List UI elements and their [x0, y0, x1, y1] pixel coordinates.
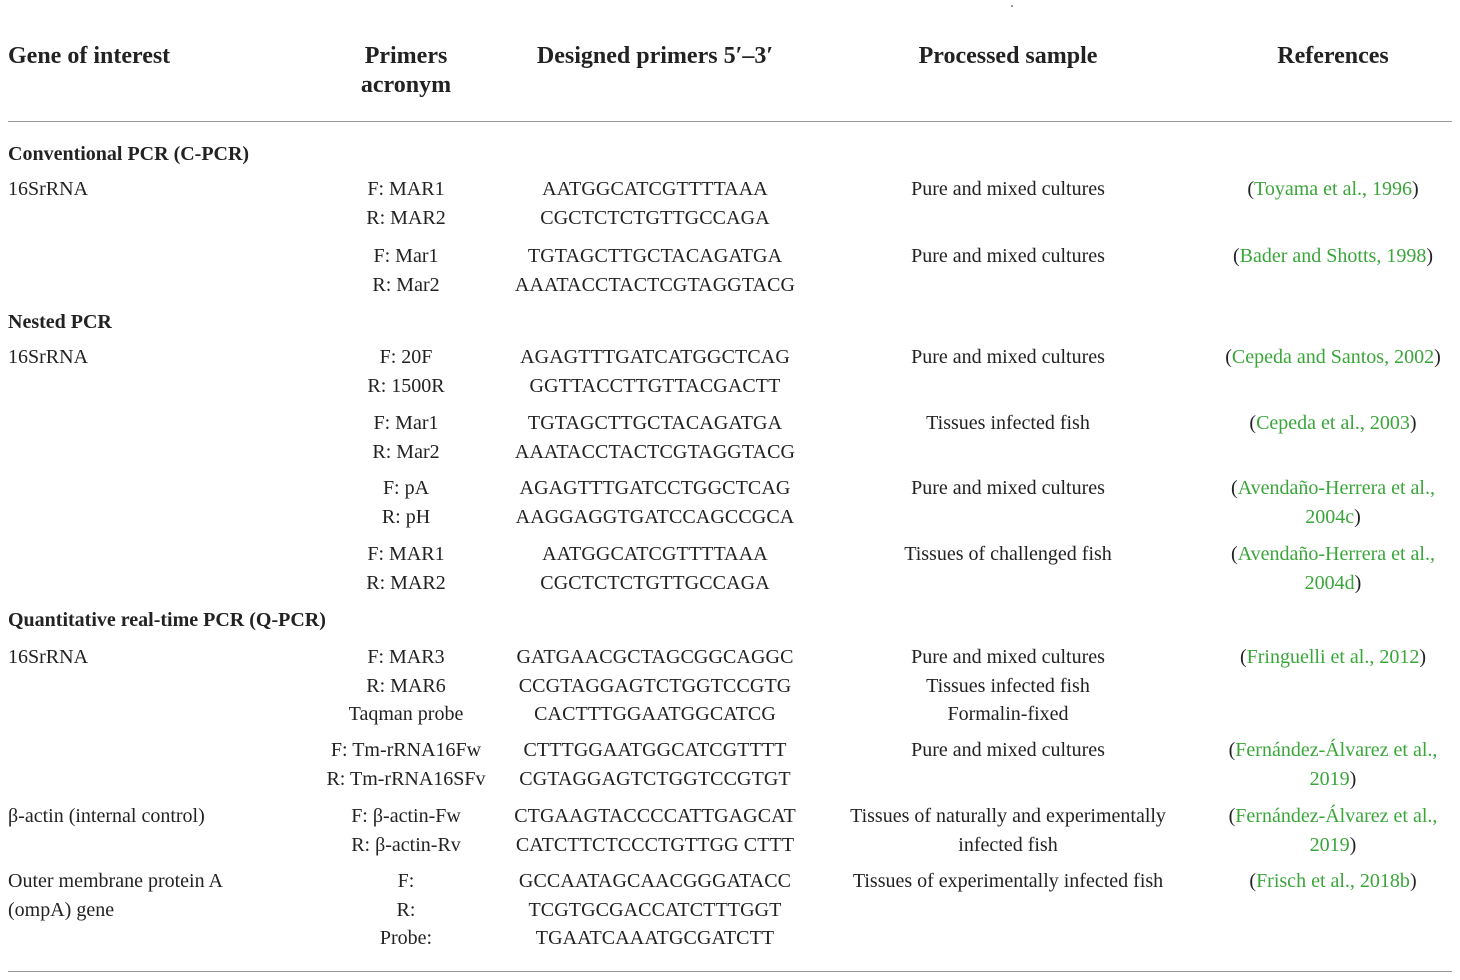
reference-link[interactable]: Fernández-Álvarez et al., — [1235, 805, 1438, 827]
reference-link[interactable]: Avendaño-Herrera et al., — [1237, 543, 1435, 565]
cell-sample — [820, 474, 1196, 503]
cell-primers-line: TCGTGCGACCATCTTTGGT — [528, 898, 782, 921]
cell-acronym-line: R: Mar2 — [372, 440, 440, 463]
header-rule — [8, 121, 1452, 122]
cell-reference — [1208, 802, 1458, 859]
cell-primers — [500, 802, 810, 859]
cell-primers-line: TGAATCAAATGCGATCTT — [535, 927, 775, 949]
reference-link[interactable]: Fernández-Álvarez et al., — [1235, 739, 1438, 761]
header-primers: Designed primers 5′–3′ — [536, 43, 774, 69]
cell-reference-line[interactable]: (Cepeda and Santos, 2002) — [1225, 346, 1441, 368]
cell-sample-line: Tissues of challenged fish — [904, 543, 1112, 565]
cell-sample — [820, 867, 1196, 896]
cell-primers-line: CTTTGGAATGGCATCGTTTT — [523, 739, 787, 761]
cell-reference — [1208, 867, 1458, 896]
cell-gene-line: 16SrRNA — [8, 178, 89, 200]
reference-link[interactable]: Bader and Shotts, 1998 — [1239, 245, 1427, 267]
header-acronym-line: Primers — [364, 43, 448, 69]
cell-primers-line: AATGGCATCGTTTTAAA — [542, 178, 768, 200]
section-title: Conventional PCR (C-PCR) — [8, 143, 250, 165]
cell-acronym — [280, 409, 532, 466]
cell-sample-line: Pure and mixed cultures — [911, 346, 1105, 368]
bottom-rule — [8, 971, 1452, 972]
cell-gene-line: β-actin (internal control) — [8, 805, 205, 827]
cell-primers-line: AGAGTTTGATCATGGCTCAG — [520, 346, 790, 368]
cell-reference-line[interactable]: (Fringuelli et al., 2012) — [1239, 646, 1427, 668]
reference-link[interactable]: Toyama et al., 1996 — [1254, 178, 1412, 200]
reference-link[interactable]: 2019 — [1309, 833, 1350, 856]
cell-reference — [1208, 242, 1458, 271]
cell-acronym — [280, 343, 532, 400]
cell-acronym — [280, 802, 532, 859]
cell-primers-line: AAATACCTACTCGTAGGTACG — [514, 273, 796, 296]
cell-primers-line: CGTAGGAGTCTGGTCCGTGT — [519, 767, 791, 790]
cell-acronym — [280, 643, 532, 729]
header-gene: Gene of interest — [8, 43, 171, 69]
cell-primers-line: AAGGAGGTGATCCAGCCGCA — [515, 505, 795, 528]
cell-reference — [1208, 343, 1458, 372]
cell-acronym — [280, 736, 532, 793]
cell-sample-line: Formalin-fixed — [947, 703, 1069, 725]
cell-gene — [8, 802, 205, 831]
section-title: Quantitative real-time PCR (Q-PCR) — [8, 609, 326, 631]
cell-gene — [8, 175, 88, 204]
cell-acronym-line: R: — [396, 898, 416, 921]
cell-gene-line: 16SrRNA — [8, 646, 89, 668]
cell-sample — [820, 409, 1196, 438]
cell-reference — [1208, 736, 1458, 793]
cell-sample-line: Pure and mixed cultures — [911, 245, 1105, 267]
cell-acronym-line: Probe: — [379, 927, 433, 949]
cell-acronym-line: R: MAR2 — [366, 571, 446, 594]
cell-acronym-line: F: MAR3 — [367, 646, 445, 668]
cell-acronym-line: F: MAR1 — [367, 543, 445, 565]
cell-reference-line[interactable]: (Avendaño-Herrera et al., — [1231, 477, 1435, 499]
cell-primers — [500, 242, 810, 299]
reference-link[interactable]: Avendaño-Herrera et al., — [1237, 477, 1435, 499]
reference-link[interactable]: Cepeda et al., 2003 — [1256, 412, 1410, 434]
cell-gene-line: (ompA) gene — [8, 898, 115, 921]
cell-primers-line: AAATACCTACTCGTAGGTACG — [514, 440, 796, 463]
cell-reference-line[interactable]: (Fernández-Álvarez et al., — [1228, 739, 1438, 761]
cell-sample-line: Tissues of experimentally infected fish — [852, 870, 1164, 892]
cell-acronym-line: F: Mar1 — [373, 245, 439, 267]
cell-acronym-line: R: MAR6 — [366, 674, 446, 697]
cell-primers — [500, 643, 810, 729]
reference-link[interactable]: 2004d — [1304, 571, 1355, 594]
cell-gene — [8, 867, 223, 924]
cell-gene-line: Outer membrane protein A — [8, 870, 223, 892]
cell-acronym — [280, 175, 532, 232]
reference-link[interactable]: Frisch et al., 2018b — [1256, 870, 1410, 892]
cell-acronym-line: R: Mar2 — [372, 273, 440, 296]
cell-primers-line: TGTAGCTTGCTACAGATGA — [527, 245, 783, 267]
cell-acronym-line: F: — [397, 870, 415, 892]
cell-acronym-line: R: β-actin-Rv — [351, 833, 461, 856]
cell-gene — [8, 343, 88, 372]
header-acronym-line: acronym — [360, 72, 452, 98]
cell-reference — [1208, 409, 1458, 438]
cell-sample-line: Tissues infected fish — [926, 674, 1090, 697]
cell-sample — [820, 175, 1196, 204]
cell-acronym — [280, 867, 532, 953]
cell-acronym-line: F: 20F — [379, 346, 433, 368]
cell-reference-line[interactable]: 2004c) — [1305, 505, 1361, 528]
cell-primers-line: AATGGCATCGTTTTAAA — [542, 543, 768, 565]
reference-link[interactable]: Fringuelli et al., 2012 — [1246, 646, 1420, 668]
header-sample: Processed sample — [918, 43, 1098, 69]
cell-primers — [500, 175, 810, 232]
cell-primers-line: AGAGTTTGATCCTGGCTCAG — [519, 477, 791, 499]
cell-gene — [8, 643, 88, 672]
cell-primers — [500, 867, 810, 953]
cell-primers-line: GATGAACGCTAGCGGCAGGC — [516, 646, 794, 668]
cell-reference-line[interactable]: (Cepeda et al., 2003) — [1249, 412, 1417, 434]
cell-reference — [1208, 540, 1458, 597]
cell-primers-line: GGTTACCTTGTTACGACTT — [529, 374, 781, 397]
cell-reference-line[interactable]: (Bader and Shotts, 1998) — [1233, 245, 1433, 267]
cell-primers-line: GCCAATAGCAACGGGATACC — [518, 870, 792, 892]
cell-acronym-line: R: 1500R — [367, 374, 445, 397]
cell-acronym-line: F: pA — [382, 477, 430, 499]
cell-acronym-line: F: Mar1 — [373, 412, 439, 434]
cell-reference — [1208, 643, 1458, 672]
cell-acronym-line: F: Tm-rRNA16Fw — [330, 739, 482, 761]
cell-primers-line: CATCTTCTCCCTGTTGG CTTT — [515, 833, 795, 856]
cell-sample — [820, 643, 1196, 729]
cell-acronym-line: R: MAR2 — [366, 206, 446, 229]
cell-acronym-line: Taqman probe — [348, 703, 464, 725]
cell-sample-line: Pure and mixed cultures — [911, 178, 1105, 200]
cell-acronym-line: F: β-actin-Fw — [351, 805, 461, 827]
cell-reference — [1208, 175, 1458, 204]
cell-reference-line[interactable]: (Fernández-Álvarez et al., — [1228, 805, 1438, 827]
cell-acronym — [280, 474, 532, 531]
cell-primers — [500, 540, 810, 597]
cell-sample — [820, 802, 1196, 859]
cell-primers — [500, 474, 810, 531]
cell-sample — [820, 540, 1196, 569]
header-acronym — [280, 42, 532, 100]
cell-primers-line: CGCTCTCTGTTGCCAGA — [540, 206, 770, 229]
cell-primers-line: CCGTAGGAGTCTGGTCCGTG — [518, 674, 792, 697]
cell-sample-line: Pure and mixed cultures — [911, 739, 1105, 761]
cell-sample — [820, 242, 1196, 271]
cell-primers-line: CACTTTGGAATGGCATCG — [534, 703, 776, 725]
cell-sample-line: Pure and mixed cultures — [911, 477, 1105, 499]
cell-acronym-line: F: MAR1 — [367, 178, 445, 200]
cell-acronym-line: R: pH — [381, 505, 431, 528]
cell-primers-line: CTGAAGTACCCCATTGAGCAT — [514, 805, 796, 827]
cell-primers-line: TGTAGCTTGCTACAGATGA — [527, 412, 783, 434]
reference-link[interactable]: 2019 — [1309, 767, 1350, 790]
reference-link[interactable]: 2004c — [1305, 505, 1355, 528]
cell-primers — [500, 343, 810, 400]
cell-sample-line: Tissues infected fish — [926, 412, 1090, 434]
cell-primers — [500, 736, 810, 793]
cell-reference-line[interactable]: 2004d) — [1304, 571, 1362, 594]
cell-sample-line: infected fish — [958, 833, 1058, 856]
cell-acronym — [280, 540, 532, 597]
header-references: References — [1277, 43, 1389, 69]
cell-gene-line: 16SrRNA — [8, 346, 89, 368]
cell-sample-line: Tissues of naturally and experimentally — [850, 805, 1166, 827]
section-title: Nested PCR — [8, 311, 112, 333]
cell-reference-line[interactable]: (Frisch et al., 2018b) — [1249, 870, 1417, 892]
cell-sample — [820, 343, 1196, 372]
cell-reference — [1208, 474, 1458, 531]
cell-primers — [500, 409, 810, 466]
cell-reference-line[interactable]: (Avendaño-Herrera et al., — [1231, 543, 1435, 565]
cell-acronym-line: R: Tm-rRNA16SFv — [326, 767, 486, 790]
cell-sample-line: Pure and mixed cultures — [911, 646, 1105, 668]
cell-primers-line: CGCTCTCTGTTGCCAGA — [540, 571, 770, 594]
reference-link[interactable]: Cepeda and Santos, 2002 — [1231, 346, 1435, 368]
cell-sample — [820, 736, 1196, 765]
cell-acronym — [280, 242, 532, 299]
cell-reference-line[interactable]: 2019) — [1309, 767, 1357, 790]
cell-reference-line[interactable]: 2019) — [1309, 833, 1357, 856]
cell-reference-line[interactable]: (Toyama et al., 1996) — [1247, 178, 1419, 200]
